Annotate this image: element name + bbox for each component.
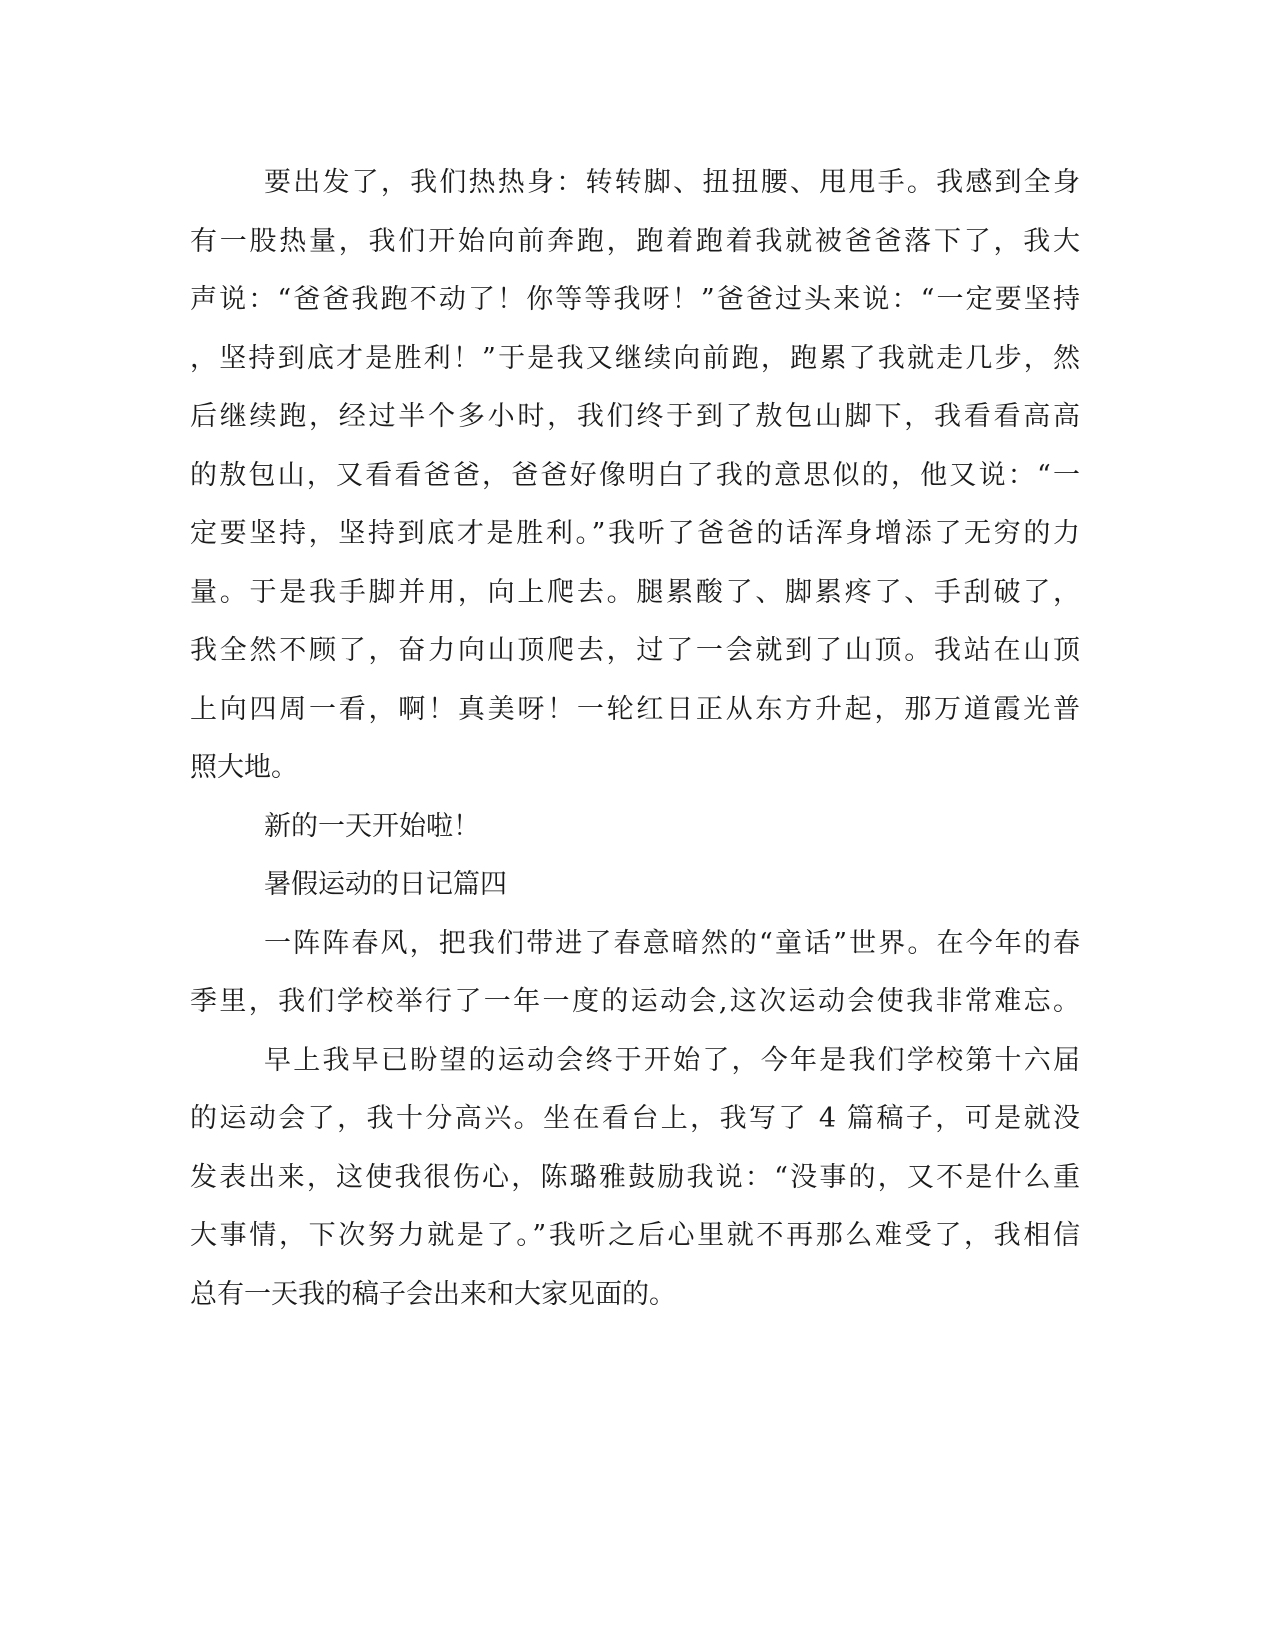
paragraph-line: 大事情，下次努力就是了。”我听之后心里就不再那么难受了，我相信 [190, 1220, 1080, 1251]
paragraph-line: 的敖包山，又看看爸爸，爸爸好像明白了我的意思似的，他又说：“一 [190, 460, 1080, 491]
paragraph-line: 上向四周一看，啊！真美呀！一轮红日正从东方升起，那万道霞光普 [190, 694, 1080, 725]
paragraph-line: 一阵阵春风，把我们带进了春意暗然的“童话”世界。在今年的春 [264, 928, 1080, 959]
paragraph-line: 照大地。 [190, 752, 298, 783]
paragraph-line: 要出发了，我们热热身：转转脚、扭扭腰、甩甩手。我感到全身 [264, 167, 1080, 198]
paragraph-line: 有一股热量，我们开始向前奔跑，跑着跑着我就被爸爸落下了，我大 [190, 226, 1080, 257]
paragraph-line: 我全然不顾了，奋力向山顶爬去，过了一会就到了山顶。我站在山顶 [190, 635, 1080, 666]
paragraph-line: 总有一天我的稿子会出来和大家见面的。 [190, 1279, 676, 1310]
paragraph-line: 新的一天开始啦！ [264, 811, 480, 842]
section-heading: 暑假运动的日记篇四 [264, 869, 507, 900]
paragraph-line: 季里，我们学校举行了一年一度的运动会,这次运动会使我非常难忘。 [190, 986, 1080, 1017]
paragraph-line: 定要坚持，坚持到底才是胜利。”我听了爸爸的话浑身增添了无穷的力 [190, 518, 1080, 549]
paragraph-line: 的运动会了，我十分高兴。坐在看台上，我写了 4 篇稿子，可是就没 [190, 1103, 1080, 1134]
paragraph-line: 后继续跑，经过半个多小时，我们终于到了敖包山脚下，我看看高高 [190, 401, 1080, 432]
paragraph-line: 量。于是我手脚并用，向上爬去。腿累酸了、脚累疼了、手刮破了， [190, 577, 1080, 608]
paragraph-line: 发表出来，这使我很伤心，陈璐雅鼓励我说：“没事的，又不是什么重 [190, 1162, 1080, 1193]
paragraph-line: 早上我早已盼望的运动会终于开始了，今年是我们学校第十六届 [264, 1045, 1080, 1076]
paragraph-line: 声说：“爸爸我跑不动了！你等等我呀！”爸爸过头来说：“一定要坚持 [190, 284, 1080, 315]
paragraph-line: ，坚持到底才是胜利！”于是我又继续向前跑，跑累了我就走几步，然 [190, 343, 1080, 374]
